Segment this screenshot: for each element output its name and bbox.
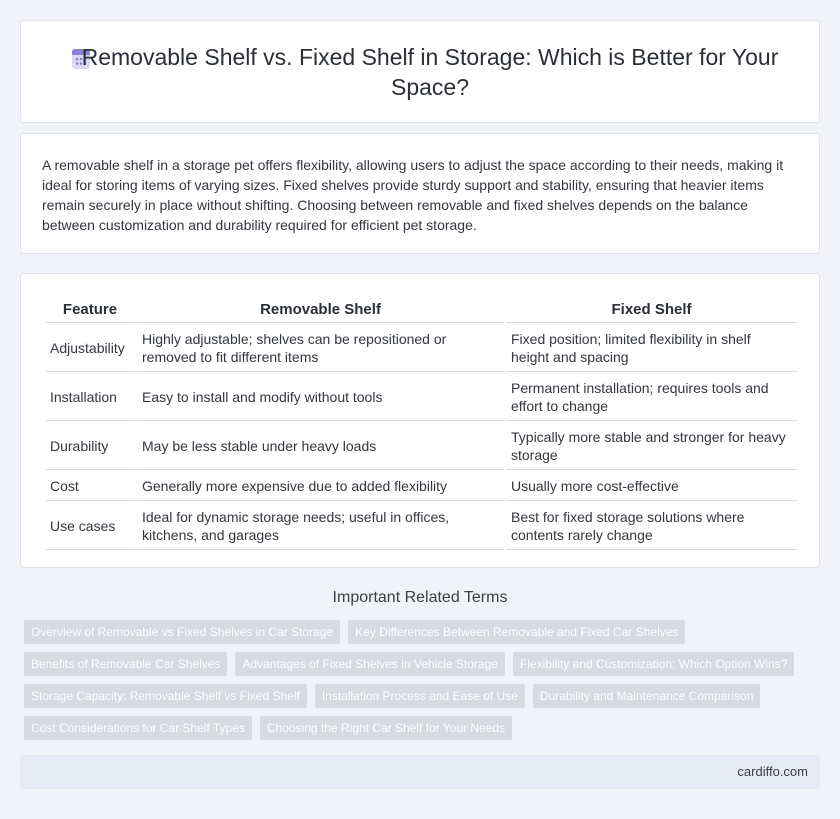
table-row bbox=[45, 503, 797, 550]
feature-cell: Cost bbox=[45, 472, 135, 501]
column-header-feature: Feature bbox=[45, 298, 135, 323]
fixed-cell: Best for fixed storage solutions where contents rarely change bbox=[506, 503, 797, 550]
related-term-tag[interactable]: Installation Process and Ease of Use bbox=[315, 684, 525, 708]
column-header-fixed: Fixed Shelf bbox=[506, 298, 797, 323]
table-row bbox=[45, 325, 797, 372]
related-terms-list bbox=[24, 620, 804, 748]
comparison-table-card bbox=[20, 273, 820, 568]
related-term-tag[interactable]: Key Differences Between Removable and Fixed Car Shelves bbox=[348, 620, 685, 644]
related-term-tag[interactable]: Choosing the Right Car Shelf for Your Needs bbox=[260, 716, 512, 740]
fixed-cell: Usually more cost-effective bbox=[506, 472, 797, 501]
related-term-tag[interactable]: Advantages of Fixed Shelves in Vehicle Storage bbox=[235, 652, 505, 676]
related-term-tag[interactable]: Overview of Removable vs Fixed Shelves in Car Storage bbox=[24, 620, 340, 644]
title-card bbox=[20, 20, 820, 123]
removable-cell: Highly adjustable; shelves can be repositioned or removed to fit different items bbox=[137, 325, 504, 372]
removable-cell: Generally more expensive due to added flexibility bbox=[137, 472, 504, 501]
feature-cell: Installation bbox=[45, 374, 135, 421]
related-term-tag[interactable]: Storage Capacity: Removable Shelf vs Fixed Shelf bbox=[24, 684, 307, 708]
table-row bbox=[45, 472, 797, 501]
feature-cell: Adjustability bbox=[45, 325, 135, 372]
page-title: Removable Shelf vs. Fixed Shelf in Storage: Which is Better for Your Space? bbox=[81, 43, 779, 100]
table-row bbox=[45, 423, 797, 470]
footer-bar bbox=[20, 755, 820, 789]
related-terms-heading: Important Related Terms bbox=[332, 589, 508, 606]
column-header-removable: Removable Shelf bbox=[137, 298, 504, 323]
footer-site-link[interactable]: cardiffo.com bbox=[737, 764, 808, 779]
related-term-tag[interactable]: Cost Considerations for Car Shelf Types bbox=[24, 716, 252, 740]
related-term-tag[interactable]: Flexibility and Customization: Which Option Wins? bbox=[513, 652, 794, 676]
table-header-row bbox=[45, 298, 797, 323]
fixed-cell: Permanent installation; requires tools and effort to change bbox=[506, 374, 797, 421]
fixed-cell: Typically more stable and stronger for heavy storage bbox=[506, 423, 797, 470]
comparison-table bbox=[43, 296, 799, 552]
feature-cell: Durability bbox=[45, 423, 135, 470]
table-row bbox=[45, 374, 797, 421]
removable-cell: Ideal for dynamic storage needs; useful in offices, kitchens, and garages bbox=[137, 503, 504, 550]
feature-cell: Use cases bbox=[45, 503, 135, 550]
fixed-cell: Fixed position; limited flexibility in shelf height and spacing bbox=[506, 325, 797, 372]
intro-paragraph: A removable shelf in a storage pet offers flexibility, allowing users to adjust the space according to their needs, making it ideal for storing items of varying sizes. Fixed shelves provide sturdy support and stability, ensuring that heavier items remain securely in place without shifting. Choosing between removable and fixed shelves depends on the balance between customization and durability required for efficient pet storage. bbox=[42, 157, 784, 233]
removable-cell: May be less stable under heavy loads bbox=[137, 423, 504, 470]
removable-cell: Easy to install and modify without tools bbox=[137, 374, 504, 421]
intro-card bbox=[20, 133, 820, 254]
related-term-tag[interactable]: Durability and Maintenance Comparison bbox=[533, 684, 760, 708]
related-term-tag[interactable]: Benefits of Removable Car Shelves bbox=[24, 652, 227, 676]
